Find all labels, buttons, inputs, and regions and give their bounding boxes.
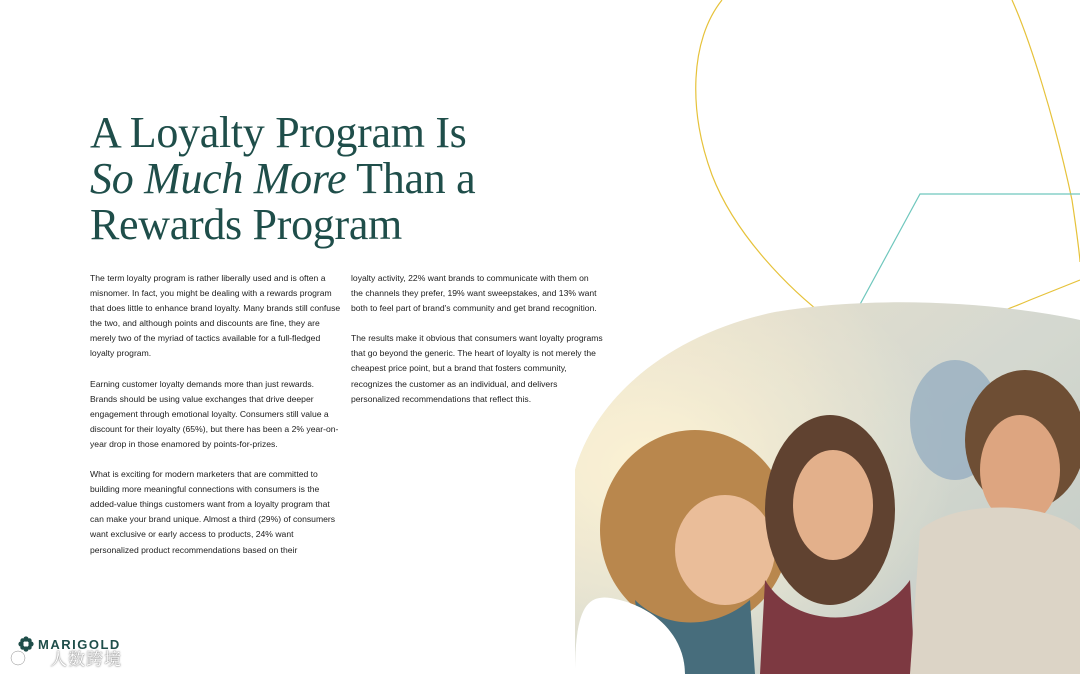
watermark-text: 人数跨境 [50,650,122,670]
logo-text: MARIGOLD [38,636,121,652]
title-line-2-rest: Than a [346,154,476,203]
title-line-1: A Loyalty Program Is [90,108,467,157]
body-column-left [90,271,342,573]
gold-curve-line [696,0,1080,335]
watermark [8,645,122,670]
body-paragraph: Earning customer loyalty demands more than just rewards. Brands should be using value exchanges that drive deeper engagement through emotional loyalty. Consumers still value a discount for their loyalty (65%), but there has been a 2% year-on-year drop in those enamored by points-for-prizes. [90,378,339,449]
watermark-logo-icon [8,648,44,668]
body-paragraph: The term loyalty program is rather liberally used and is often a misnomer. In fact, you might be dealing with a rewards program that does little to enhance brand loyalty. Many brands still confuse the two, and although points and discounts are fine, they are merely two of the myriad of tactics available for a full-fledged loyalty program. [90,273,341,359]
body-column-right [351,271,603,422]
title-line-2 [90,156,560,202]
page-title [90,110,560,248]
title-italic-phrase: So Much More [90,154,347,203]
body-paragraph: What is exciting for modern marketers that are committed to building more meaningful connections with consumers is the added-value things customers want from a loyalty program that can make your brand unique. Almost a third (29%) of consumers want exclusive or early access to products, 24% want personalized product recommendations based on their [90,469,336,555]
gold-curve-line-2 [1012,0,1080,262]
title-line-3: Rewards Program [90,200,402,249]
hero-photo [575,300,1080,674]
body-paragraph: loyalty activity, 22% want brands to communicate with them on the channels they prefer, 19% want sweepstakes, and 13% want both to feel part of brand's community and get brand recognition. [351,273,597,314]
body-paragraph: The results make it obvious that consumers want loyalty programs that go beyond the generic. The heart of loyalty is not merely the cheapest price point, but a brand that fosters community, recognizes the customer as an individual, and delivers personalized recommendations that reflect this. [351,333,603,404]
